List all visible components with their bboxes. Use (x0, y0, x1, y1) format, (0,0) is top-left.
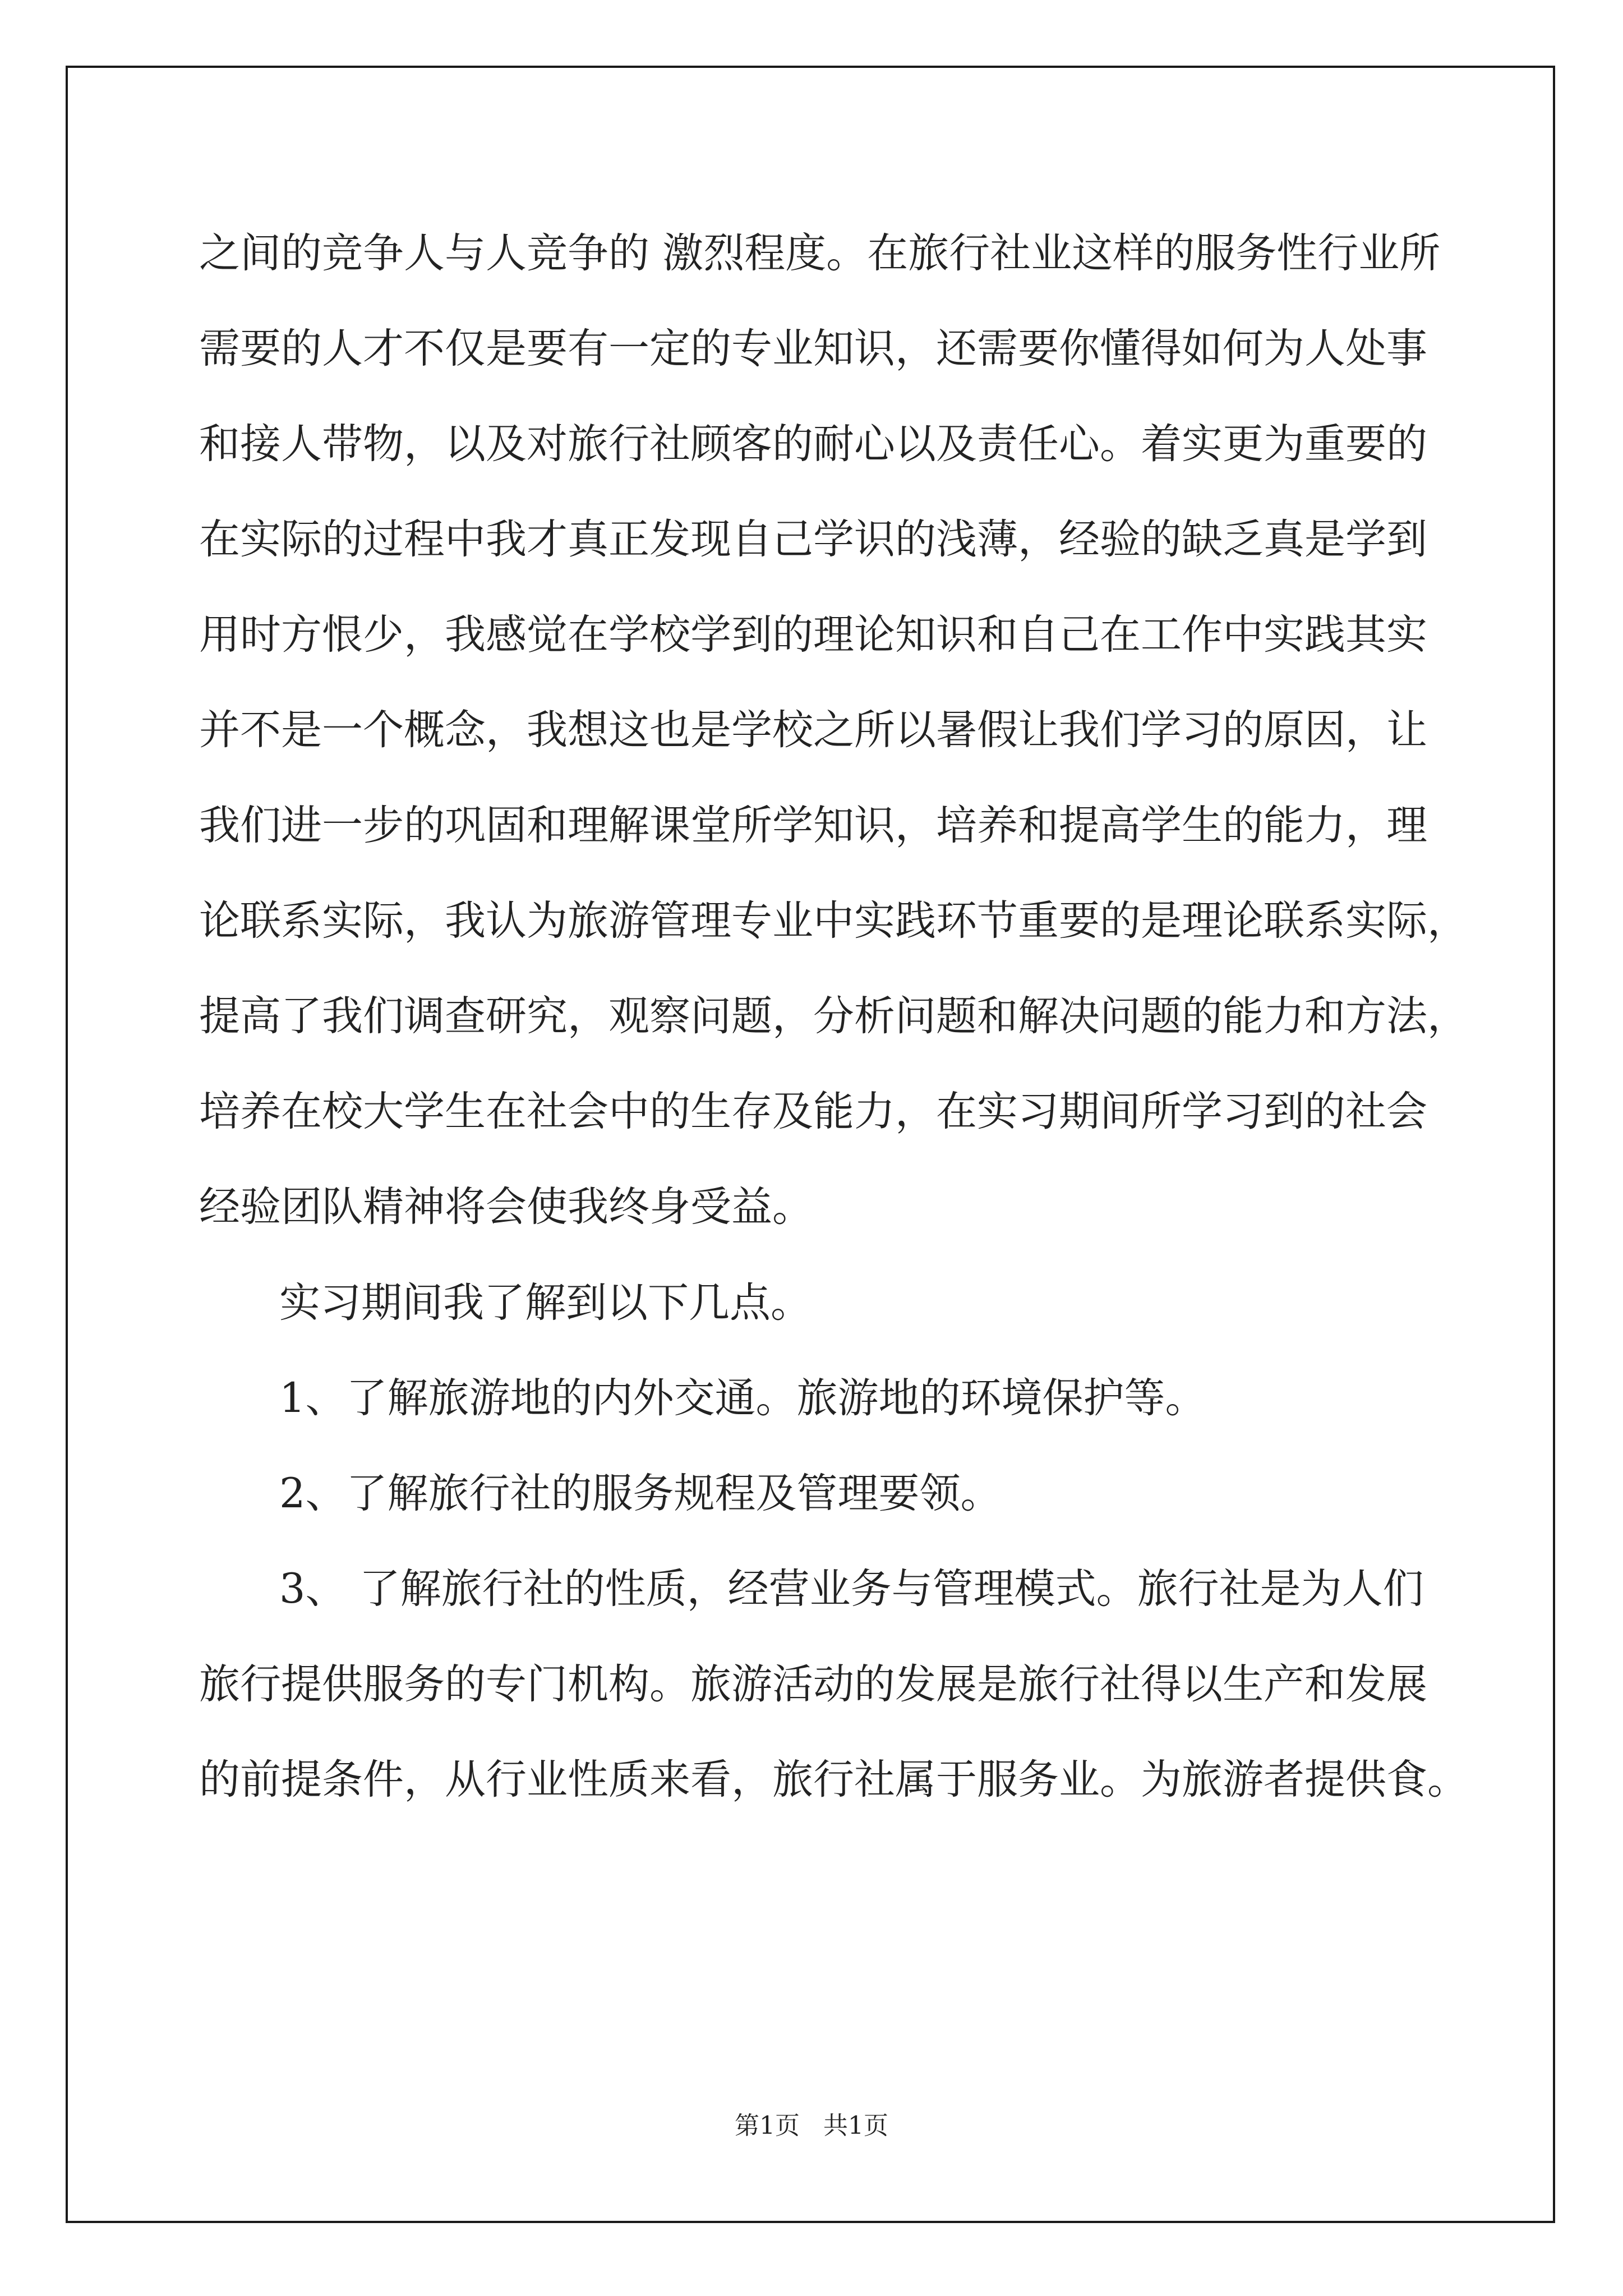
body-line-10: 培养在校大学生在社会中的生存及能力，在实习期间所学习到的社会 (199, 1088, 1427, 1135)
page-footer: 第1页 共1页 (735, 2111, 888, 2140)
body-line-12: 实习期间我了解到以下几点。 (279, 1279, 811, 1327)
body-line-5: 用时方恨少，我感觉在学校学到的理论知识和自己在工作中实践其实 (199, 611, 1427, 659)
list-item-2: 2、了解旅行社的服务规程及管理要领。 (279, 1470, 1002, 1517)
page-border (66, 66, 1555, 2223)
list-item-3: 3、 了解旅行社的性质，经营业务与管理模式。旅行社是为人们 (279, 1565, 1424, 1613)
body-line-8: 论联系实际，我认为旅游管理专业中实践环节重要的是理论联系实际， (199, 897, 1468, 945)
body-line-16: 旅行提供服务的专门机构。旅游活动的发展是旅行社得以生产和发展 (199, 1660, 1427, 1708)
body-line-17: 的前提条件，从行业性质来看，旅行社属于服务业。为旅游者提供食。 (199, 1756, 1468, 1803)
body-line-2: 需要的人才不仅是要有一定的专业知识，还需要你懂得如何为人处事 (199, 325, 1427, 372)
body-line-1: 之间的竞争人与人竞争的 激烈程度。在旅行社业这样的服务性行业所 (199, 229, 1441, 277)
list-item-1: 1、了解旅游地的内外交通。旅游地的环境保护等。 (279, 1374, 1206, 1422)
body-line-9: 提高了我们调查研究，观察问题，分析问题和解决问题的能力和方法， (199, 992, 1468, 1040)
body-line-7: 我们进一步的巩固和理解课堂所学知识，培养和提高学生的能力，理 (199, 802, 1427, 849)
body-line-11: 经验团队精神将会使我终身受益。 (199, 1183, 813, 1231)
body-line-4: 在实际的过程中我才真正发现自己学识的浅薄，经验的缺乏真是学到 (199, 516, 1427, 563)
body-line-6: 并不是一个概念，我想这也是学校之所以暑假让我们学习的原因，让 (199, 706, 1427, 754)
body-line-3: 和接人带物，以及对旅行社顾客的耐心以及责任心。着实更为重要的 (199, 420, 1427, 468)
